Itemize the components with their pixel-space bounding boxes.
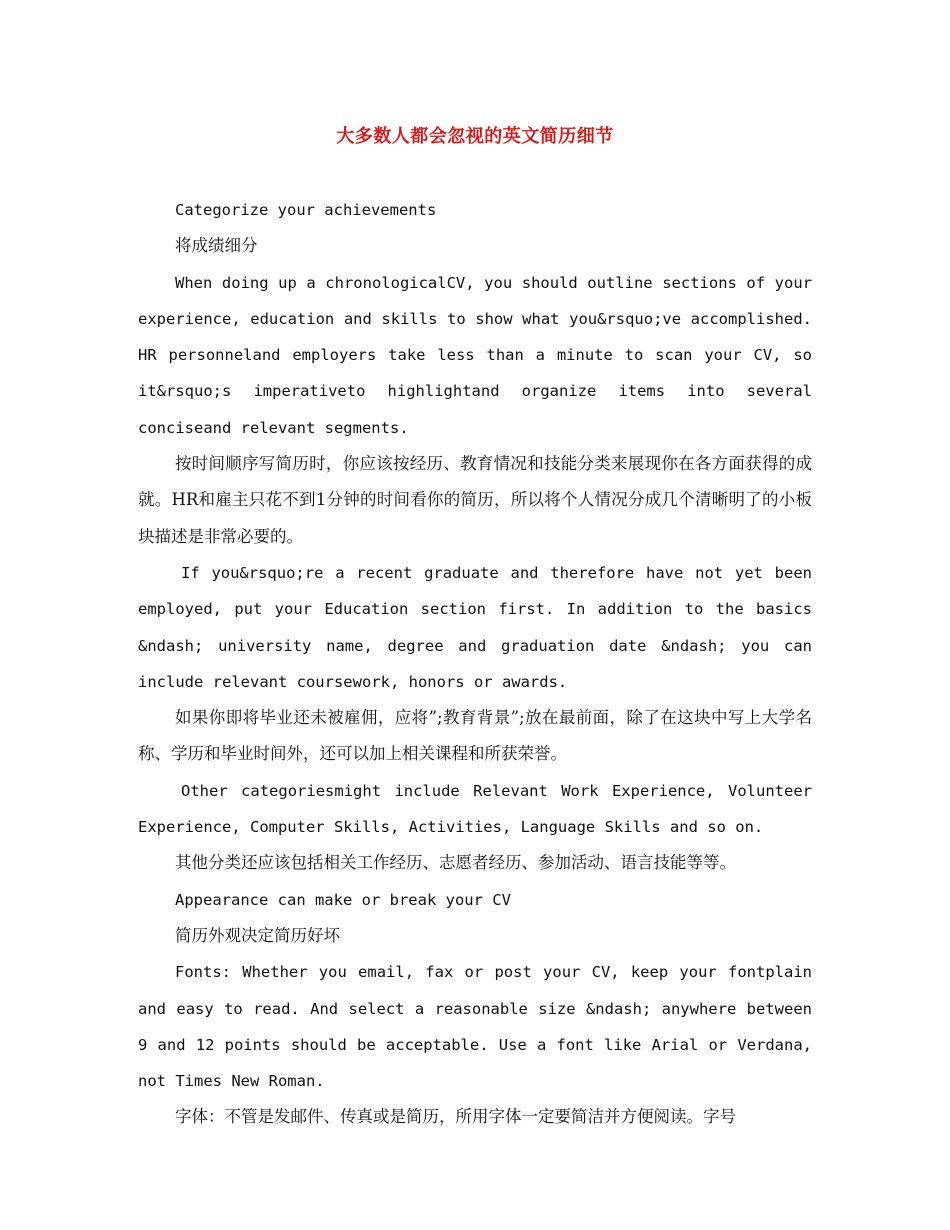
paragraph-cn: 如果你即将毕业还未被雇佣，应将”;教育背景”;放在最前面，除了在这块中写上大学名称、学历和毕业时间外，还可以加上相关课程和所获荣誉。 xyxy=(138,708,812,764)
document-body xyxy=(138,192,812,1136)
paragraph-en: Fonts: Whether you email, fax or post your CV, keep your fontplain and easy to read. And select a reasonable size &ndash; anywhere between 9 and 12 points should be acceptable. Use a font like Arial or Verdana, not Times New Roman. xyxy=(138,963,812,1091)
section-heading-cn: 将成绩细分 xyxy=(175,236,258,256)
paragraph-en: Other categoriesmight include Relevant Work Experience, Volunteer Experience, Computer Skills, Activities, Language Skills and so on. xyxy=(138,781,812,837)
section-heading-en: Categorize your achievements xyxy=(175,201,437,219)
section-heading-en: Appearance can make or break your CV xyxy=(175,890,511,909)
paragraph-cn: 其他分类还应该包括相关工作经历、志愿者经历、参加活动、语言技能等等。 xyxy=(175,853,736,873)
paragraph-en: If you&rsquo;re a recent graduate and therefore have not yet been employed, put your Education section first. In addition to the basics &ndash; university name, degree and graduation date &ndash; you can include relevant coursework, honors or awards. xyxy=(138,563,812,691)
document-title: 大多数人都会忽视的英文简历细节 xyxy=(336,126,614,147)
paragraph-cn: 按时间顺序写简历时，你应该按经历、教育情况和技能分类来展现你在各方面获得的成就。HR和雇主只花不到1分钟的时间看你的简历，所以将个人情况分成几个清晰明了的小板块描述是非常必要的。 xyxy=(138,454,812,546)
section-heading-cn: 简历外观决定简历好坏 xyxy=(175,925,340,945)
paragraph-cn: 字体：不管是发邮件、传真或是简历，所用字体一定要简洁并方便阅读。字号 xyxy=(175,1107,736,1127)
paragraph-en: When doing up a chronologicalCV, you should outline sections of your experience, education and skills to show what you&rsquo;ve accomplished. HR personneland employers take less than a minute to scan your CV, so it&rsquo;s imperativeto highlightand organize items into several conciseand relevant segments. xyxy=(138,273,812,437)
